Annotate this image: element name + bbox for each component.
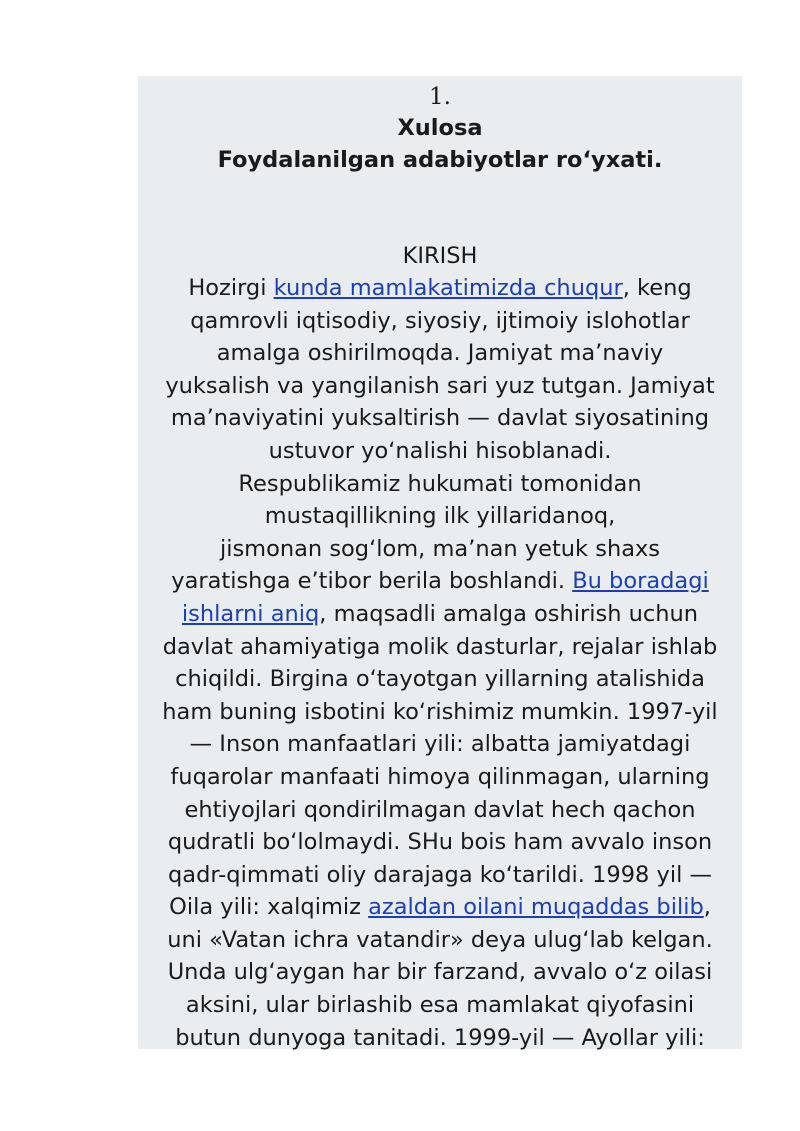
- text-line: [138, 402, 742, 435]
- text-line: [138, 631, 742, 664]
- text-segment: Respublikamiz hukumati tomonidan: [238, 470, 642, 497]
- references-heading: Foydalanilgan adabiyotlar ro‘yxati.: [217, 147, 663, 173]
- text-line: [138, 272, 742, 305]
- text-line: [138, 859, 742, 892]
- text-segment: Oila yili: xalqimiz: [169, 894, 369, 921]
- text-segment: jismonan sog‘lom, ma’nan yetuk shaxs: [219, 535, 661, 562]
- text-line: [138, 370, 742, 403]
- text-line: [138, 533, 742, 566]
- introduction-body: [138, 272, 742, 1054]
- inline-link[interactable]: azaldan oilani muqaddas bilib: [368, 894, 704, 921]
- text-line: [138, 500, 742, 533]
- text-segment: qudratli bo‘lolmaydi. SHu bois ham avvalo inson: [167, 829, 713, 856]
- text-segment: Unda ulg‘aygan har bir farzand, avvalo o‘z oilasi: [167, 959, 713, 986]
- text-line: [138, 891, 742, 924]
- text-line: [138, 435, 742, 468]
- inline-link[interactable]: Bu boradagi: [572, 568, 709, 595]
- text-line: [138, 794, 742, 827]
- text-segment: yaratishga e’tibor berila boshlandi.: [171, 568, 573, 595]
- text-segment: qamrovli iqtisodiy, siyosiy, ijtimoiy islohotlar: [190, 307, 690, 334]
- text-line: [138, 989, 742, 1022]
- text-line: [138, 565, 742, 598]
- text-line: [138, 1022, 742, 1055]
- text-segment: butun dunyoga tanitadi. 1999-yil — Ayollar yili:: [175, 1024, 705, 1051]
- text-segment: fuqarolar manfaati himoya qilinmagan, ularning: [170, 763, 710, 790]
- text-segment: , maqsadli amalga oshirish uchun: [319, 600, 699, 627]
- text-segment: qadr-qimmati oliy darajaga ko‘tarildi. 1998 yil —: [168, 861, 712, 888]
- text-segment: mustaqillikning ilk yillaridanoq,: [264, 503, 616, 530]
- text-line: [138, 305, 742, 338]
- text-segment: amalga oshirilmoqda. Jamiyat ma’naviy: [216, 340, 664, 367]
- inline-link[interactable]: ishlarni aniq: [181, 600, 320, 627]
- text-segment: — Inson manfaatlari yili: albatta jamiyatdagi: [189, 731, 691, 758]
- text-line: [138, 696, 742, 729]
- text-segment: ham buning isbotini ko‘rishimiz mumkin. 1997-yil: [162, 698, 718, 725]
- conclusion-heading: Xulosa: [397, 115, 483, 141]
- content-panel: [138, 76, 742, 1049]
- introduction-heading: KIRISH: [402, 243, 478, 269]
- text-segment: uni «Vatan ichra vatandir» deya ulug‘lab kelgan.: [167, 926, 713, 953]
- text-line: [138, 761, 742, 794]
- text-segment: ustuvor yo‘nalishi hisoblanadi.: [268, 437, 612, 464]
- text-segment: davlat ahamiyatiga molik dasturlar, rejalar ishlab: [162, 633, 718, 660]
- inline-link[interactable]: kunda mamlakatimizda chuqur: [273, 275, 623, 301]
- section-number: 1.: [429, 84, 451, 110]
- text-line: [138, 956, 742, 989]
- text-line: [138, 663, 742, 696]
- text-segment: ehtiyojlari qondirilmagan davlat hech qachon: [184, 796, 696, 823]
- text-line: [138, 728, 742, 761]
- text-segment: , keng: [622, 275, 692, 301]
- text-segment: yuksalish va yangilanish sari yuz tutgan. Jamiyat: [165, 372, 715, 399]
- text-line: [138, 924, 742, 957]
- text-segment: aksini, ular birlashib esa mamlakat qiyofasini: [185, 992, 695, 1019]
- text-segment: Hozirgi: [188, 275, 274, 301]
- text-segment: chiqildi. Birgina o‘tayotgan yillarning atalishida: [175, 666, 705, 693]
- text-line: [138, 468, 742, 501]
- text-segment: ma’naviyatini yuksaltirish — davlat siyosatining: [170, 405, 710, 432]
- text-line: [138, 826, 742, 859]
- text-segment: ,: [703, 894, 711, 921]
- text-line: [138, 598, 742, 631]
- text-line: [138, 337, 742, 370]
